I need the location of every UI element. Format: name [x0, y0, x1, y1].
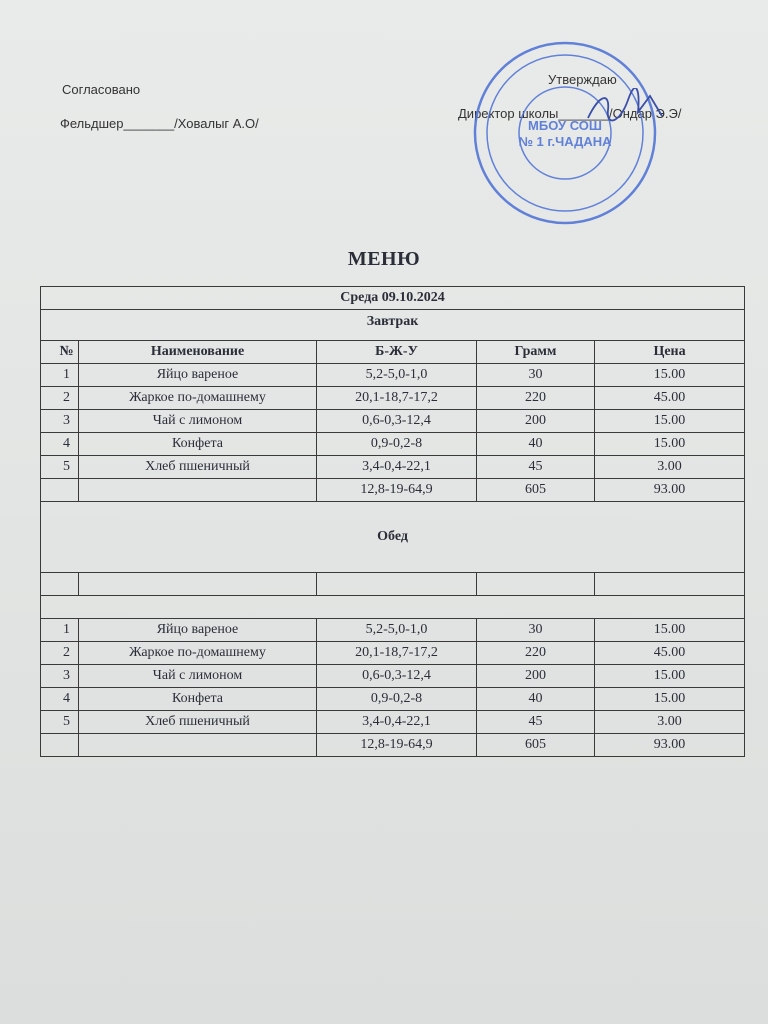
table-row	[41, 688, 745, 711]
cell-number: 3	[41, 410, 79, 433]
cell-number	[41, 479, 79, 502]
cell-grams: 40	[477, 688, 595, 711]
cell-price: 45.00	[595, 642, 745, 665]
cell-number: 2	[41, 642, 79, 665]
cell-price: 93.00	[595, 734, 745, 757]
cell-name: Конфета	[79, 688, 317, 711]
cell-name	[79, 479, 317, 502]
cell-name: Жаркое по-домашнему	[79, 387, 317, 410]
cell-bju: 0,6-0,3-12,4	[317, 410, 477, 433]
cell-bju: 20,1-18,7-17,2	[317, 387, 477, 410]
col-header-number: №	[41, 341, 79, 364]
lunch-title: Обед	[41, 502, 745, 573]
cell-grams: 45	[477, 711, 595, 734]
cell-name: Хлеб пшеничный	[79, 711, 317, 734]
cell-bju: 0,6-0,3-12,4	[317, 665, 477, 688]
cell-number: 4	[41, 433, 79, 456]
empty-cell	[79, 573, 317, 596]
cell-bju: 0,9-0,2-8	[317, 433, 477, 456]
cell-name	[79, 734, 317, 757]
cell-number	[41, 734, 79, 757]
cell-price: 15.00	[595, 410, 745, 433]
cell-bju: 3,4-0,4-22,1	[317, 711, 477, 734]
col-header-grams: Грамм	[477, 341, 595, 364]
cell-name: Жаркое по-домашнему	[79, 642, 317, 665]
cell-price: 3.00	[595, 456, 745, 479]
cell-grams: 220	[477, 387, 595, 410]
cell-price: 15.00	[595, 433, 745, 456]
svg-text:МБОУ СОШ: МБОУ СОШ	[528, 118, 602, 133]
table-row	[41, 642, 745, 665]
lunch-empty-header-row	[41, 573, 745, 596]
cell-bju: 20,1-18,7-17,2	[317, 642, 477, 665]
cell-bju: 0,9-0,2-8	[317, 688, 477, 711]
table-row	[41, 619, 745, 642]
day-cell: Среда 09.10.2024	[41, 287, 745, 310]
cell-bju: 5,2-5,0-1,0	[317, 364, 477, 387]
table-row	[41, 364, 745, 387]
lunch-total-row	[41, 734, 745, 757]
agreed-label: Согласовано	[62, 82, 141, 97]
table-row	[41, 387, 745, 410]
breakfast-section-row	[41, 310, 745, 341]
table-row	[41, 711, 745, 734]
cell-name: Чай с лимоном	[79, 410, 317, 433]
cell-number: 1	[41, 619, 79, 642]
cell-grams: 605	[477, 734, 595, 757]
header-row	[41, 341, 745, 364]
col-header-name: Наименование	[79, 341, 317, 364]
cell-price: 15.00	[595, 619, 745, 642]
table-row	[41, 456, 745, 479]
cell-name: Яйцо вареное	[79, 619, 317, 642]
table-row	[41, 410, 745, 433]
breakfast-title: Завтрак	[41, 310, 745, 341]
col-header-price: Цена	[595, 341, 745, 364]
cell-grams: 200	[477, 410, 595, 433]
cell-bju: 5,2-5,0-1,0	[317, 619, 477, 642]
cell-name: Яйцо вареное	[79, 364, 317, 387]
menu-table	[40, 286, 745, 757]
svg-text:№ 1 г.ЧАДАНА: № 1 г.ЧАДАНА	[518, 134, 612, 149]
cell-price: 15.00	[595, 665, 745, 688]
director-signature	[580, 88, 670, 128]
breakfast-total-row	[41, 479, 745, 502]
col-header-bju: Б-Ж-У	[317, 341, 477, 364]
table-row	[41, 665, 745, 688]
empty-cell	[41, 573, 79, 596]
cell-name: Чай с лимоном	[79, 665, 317, 688]
lunch-section-row	[41, 502, 745, 573]
cell-price: 93.00	[595, 479, 745, 502]
cell-bju: 3,4-0,4-22,1	[317, 456, 477, 479]
school-stamp	[470, 38, 660, 228]
cell-bju: 12,8-19-64,9	[317, 479, 477, 502]
cell-grams: 45	[477, 456, 595, 479]
cell-number: 4	[41, 688, 79, 711]
cell-grams: 220	[477, 642, 595, 665]
cell-price: 45.00	[595, 387, 745, 410]
empty-cell	[595, 573, 745, 596]
cell-price: 3.00	[595, 711, 745, 734]
cell-number: 1	[41, 364, 79, 387]
empty-cell	[317, 573, 477, 596]
cell-grams: 605	[477, 479, 595, 502]
approve-label: Утверждаю	[548, 72, 617, 87]
cell-grams: 30	[477, 364, 595, 387]
spacer-cell	[41, 596, 745, 619]
table-row	[41, 433, 745, 456]
director-signature-line: Директор школы_______/Ондар Э.Э/	[458, 106, 682, 121]
lunch-spacer-row	[41, 596, 745, 619]
day-row	[41, 287, 745, 310]
cell-price: 15.00	[595, 364, 745, 387]
page-title: МЕНЮ	[347, 248, 421, 270]
cell-bju: 12,8-19-64,9	[317, 734, 477, 757]
medic-signature-line: Фельдшер_______/Ховалыг А.О/	[60, 116, 259, 131]
cell-name: Хлеб пшеничный	[79, 456, 317, 479]
cell-price: 15.00	[595, 688, 745, 711]
cell-number: 3	[41, 665, 79, 688]
cell-number: 5	[41, 711, 79, 734]
cell-number: 5	[41, 456, 79, 479]
empty-cell	[477, 573, 595, 596]
cell-grams: 40	[477, 433, 595, 456]
cell-grams: 200	[477, 665, 595, 688]
cell-grams: 30	[477, 619, 595, 642]
cell-number: 2	[41, 387, 79, 410]
cell-name: Конфета	[79, 433, 317, 456]
